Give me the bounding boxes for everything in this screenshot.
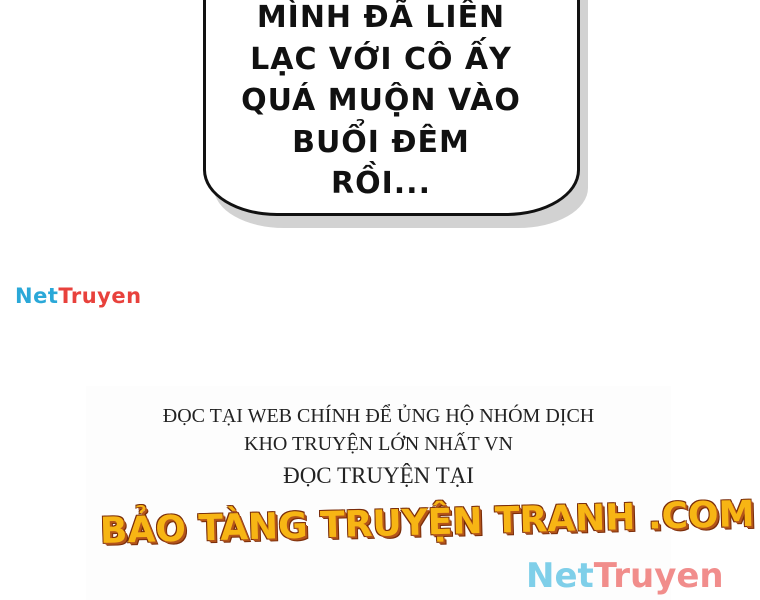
bubble-line-3: QUÁ MUỘN VÀO (241, 83, 521, 118)
promo-text (86, 402, 671, 492)
promo-line-3: ĐỌC TRUYỆN TẠI (283, 463, 474, 488)
watermark-large-part2: Truyen (593, 556, 724, 596)
nettruyen-watermark-large (526, 556, 724, 596)
site-name-logo: BẢO TÀNG TRUYỆN TRANH .COM (99, 493, 755, 552)
bubble-line-4: BUỔI ĐÊM (292, 124, 470, 160)
watermark-small-part1: Net (15, 284, 59, 308)
bubble-line-1: MÌNH ĐÃ LIÊN (256, 0, 506, 35)
speech-bubble-text (223, 0, 539, 205)
bubble-line-5: RỒI... (331, 166, 431, 201)
watermark-large-part1: Net (526, 556, 594, 596)
promo-line-2: KHO TRUYỆN LỚN NHẤT VN (244, 433, 513, 455)
watermark-small-part2: Truyen (58, 284, 142, 308)
nettruyen-watermark-small (15, 284, 142, 308)
promo-line-1: ĐỌC TẠI WEB CHÍNH ĐỂ ỦNG HỘ NHÓM DỊCH (162, 405, 595, 427)
bubble-line-2: LẠC VỚI CÔ ẤY (250, 41, 512, 77)
